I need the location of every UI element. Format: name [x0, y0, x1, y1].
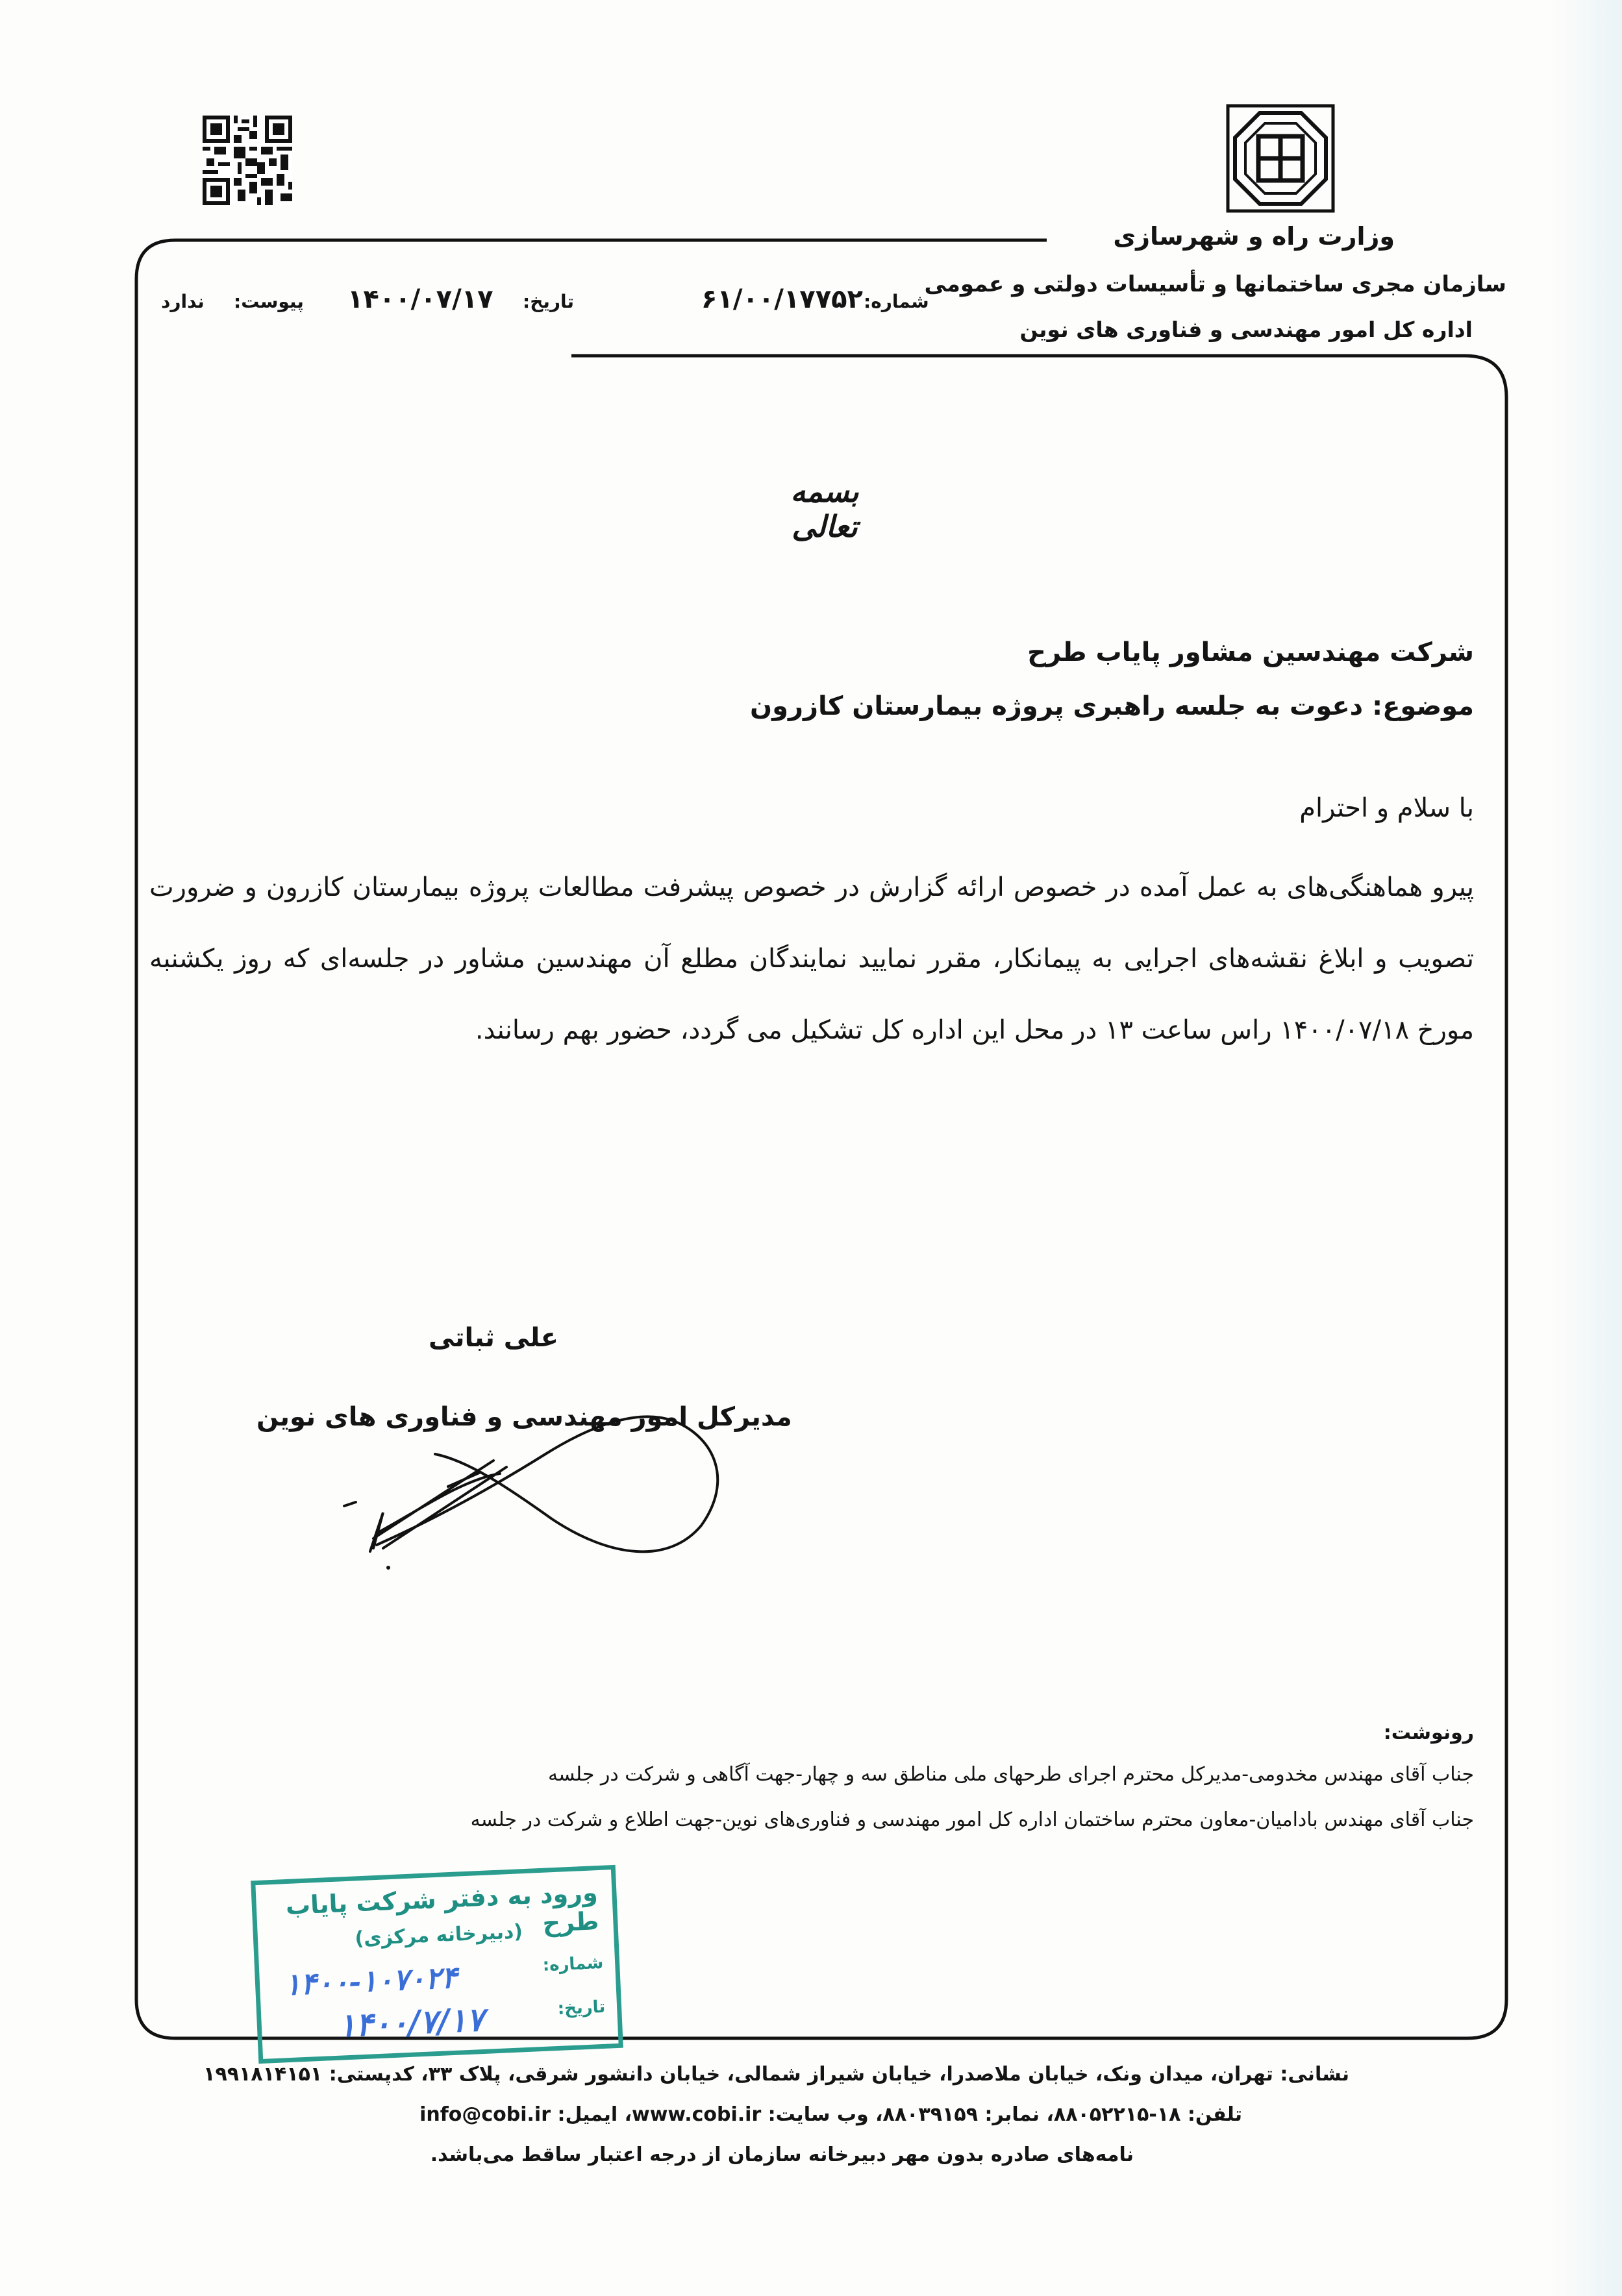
salutation: با سلام و احترام: [1299, 793, 1474, 823]
signatory-title: مدیرکل امور مهندسی و فناوری های نوین: [256, 1402, 792, 1432]
stamp-number-label: شماره:: [542, 1953, 604, 1975]
organization-name: سازمان مجری ساختمانها و تأسیسات دولتی و عمومی: [924, 271, 1506, 297]
stamp-title: ورود به دفتر شرکت پایاب طرح: [284, 1878, 600, 1938]
cc-item: جناب آقای مهندس مخدومی-مدیرکل محترم اجرای طرحهای ملی مناطق سه و چهار-جهت آگاهی و شرکت در جلسه: [548, 1763, 1474, 1786]
number-label: شماره:: [864, 291, 929, 312]
stamp-date-label: تاریخ:: [557, 1997, 606, 2019]
letter-body: پیرو هماهنگی‌های به عمل آمده در خصوص ارائه گزارش در خصوص پیشرفت مطالعات پروژه بیمارستان کازرون و ضرورت تصویب و ابلاغ نقشه‌های اجرایی به پیمانکار، مقرر نمایید نمایندگان مطلع آن مهندسین مشاور در جلسه‌ای که روز یکشنبه مورخ ۱۴۰۰/۰۷/۱۸ راس ساعت ۱۳ در محل این اداره کل تشکیل می گردد، حضور بهم رسانند.: [149, 872, 1474, 1045]
stamp-number-value: ۱۴۰۰-۱۰۷۰۲۴: [283, 1959, 458, 2003]
handwritten-signature: [338, 1396, 779, 1584]
number-value: ۶۱/۰۰/۱۷۷۵۲: [701, 284, 863, 314]
attachment-label: پیوست:: [234, 291, 304, 312]
footer-contact: تلفن: ۱۸-۸۸۰۵۲۲۱۵، نمابر: ۸۸۰۳۹۱۵۹، وب سایت: www.cobi.ir، ایمیل: info@cobi.ir: [419, 2103, 1242, 2126]
footer-note: نامه‌های صادره بدون مهر دبیرخانه سازمان از درجه اعتبار ساقط می‌باشد.: [430, 2143, 1134, 2166]
date-value: ۱۴۰۰/۰۷/۱۷: [347, 284, 493, 314]
receipt-stamp: [251, 1865, 623, 2064]
department-name: اداره کل امور مهندسی و فناوری های نوین: [1019, 317, 1473, 342]
ministry-name: وزارت راه و شهرسازی: [1113, 222, 1395, 251]
bismillah: بسمه تعالی: [790, 474, 859, 544]
qr-code-icon: [203, 116, 292, 205]
footer-address: نشانی: تهران، میدان ونک، خیابان ملاصدرا، خیابان شیراز شمالی، خیابان دانشور شرقی، پلاک ۳۳، کدپستی: ۱۹۹۱۸۱۴۱۵۱: [203, 2063, 1349, 2086]
cc-item: جناب آقای مهندس بادامیان-معاون محترم ساختمان اداره کل امور مهندسی و فناوری‌های نوین-جهت اطلاع و شرکت در جلسه: [470, 1808, 1474, 1831]
ministry-logo: [1226, 104, 1335, 213]
stamp-date-value: ۱۴۰۰/۷/۱۷: [337, 1999, 485, 2045]
recipient: شرکت مهندسین مشاور پایاب طرح: [1027, 637, 1474, 667]
subject: موضوع: دعوت به جلسه راهبری پروژه بیمارستان کازرون: [749, 691, 1474, 721]
signatory-name: علی ثباتی: [429, 1323, 558, 1353]
date-label: تاریخ:: [523, 291, 575, 312]
cc-label: رونوشت:: [1383, 1722, 1474, 1744]
attachment-value: ندارد: [161, 291, 205, 312]
stamp-subtitle: (دبیرخانه مرکزی): [354, 1920, 523, 1951]
